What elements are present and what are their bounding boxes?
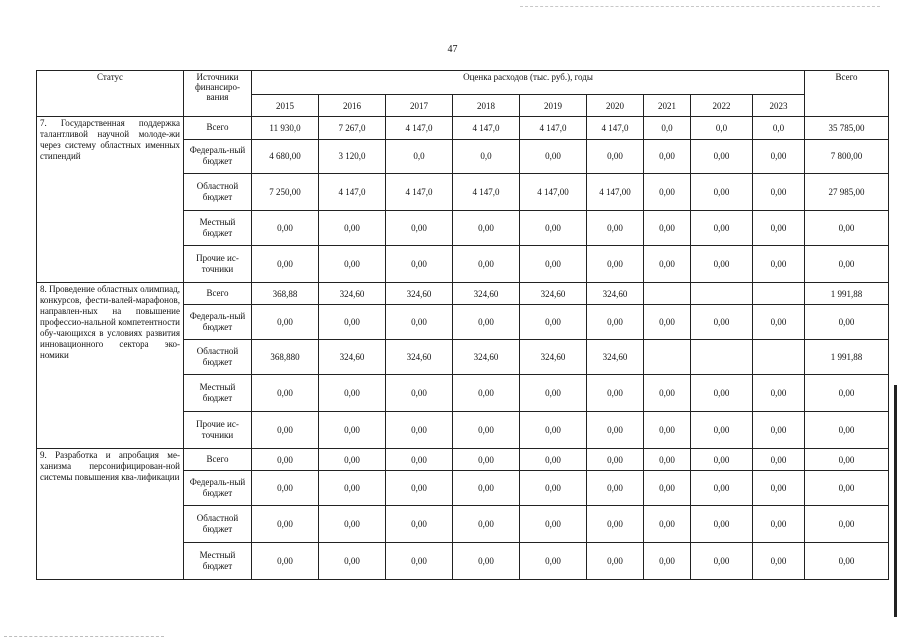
value-cell: 0,00 — [753, 211, 805, 246]
value-cell: 0,00 — [644, 411, 691, 448]
value-cell: 0,00 — [252, 411, 319, 448]
value-cell: 0,00 — [453, 211, 520, 246]
value-cell: 4 147,0 — [587, 117, 644, 140]
status-cell: 7. Государственная поддержка талантливой научной молоде-жи через систему областных именных стипендий — [37, 117, 184, 283]
value-cell: 0,00 — [453, 305, 520, 340]
value-cell: 0,00 — [644, 448, 691, 471]
table-row — [37, 282, 889, 305]
value-cell: 324,60 — [386, 340, 453, 375]
header-year: 2017 — [386, 95, 453, 117]
value-cell: 0,00 — [587, 305, 644, 340]
value-cell: 0,00 — [319, 411, 386, 448]
value-cell: 0,00 — [587, 448, 644, 471]
value-cell: 0,00 — [644, 246, 691, 283]
value-cell: 0,00 — [319, 543, 386, 580]
header-year: 2019 — [520, 95, 587, 117]
value-cell: 0,00 — [319, 471, 386, 506]
value-cell: 0,00 — [252, 543, 319, 580]
value-cell: 0,0 — [386, 139, 453, 174]
header-year: 2021 — [644, 95, 691, 117]
value-cell: 0,00 — [691, 471, 753, 506]
value-cell: 4 147,0 — [453, 117, 520, 140]
value-cell: 0,00 — [691, 448, 753, 471]
value-cell: 0,00 — [319, 211, 386, 246]
value-cell: 0,00 — [520, 543, 587, 580]
table-row — [37, 117, 889, 140]
value-cell: 0,00 — [453, 375, 520, 412]
value-cell — [644, 282, 691, 305]
value-cell: 4 147,00 — [520, 174, 587, 211]
header-year: 2015 — [252, 95, 319, 117]
header-year: 2023 — [753, 95, 805, 117]
value-cell: 0,00 — [520, 471, 587, 506]
status-cell: 9. Разработка и апробация ме-ханизма персонифицирован-ной системы повышения ква-лификации — [37, 448, 184, 579]
value-cell: 0,00 — [252, 506, 319, 543]
value-cell: 0,00 — [753, 448, 805, 471]
source-cell: Областной бюджет — [184, 340, 252, 375]
value-cell: 0,00 — [587, 471, 644, 506]
source-cell: Прочие ис-точники — [184, 246, 252, 283]
value-cell: 0,00 — [691, 411, 753, 448]
value-cell: 7 250,00 — [252, 174, 319, 211]
value-cell: 0,00 — [520, 411, 587, 448]
value-cell: 0,00 — [691, 139, 753, 174]
table-row — [37, 448, 889, 471]
value-cell: 324,60 — [453, 340, 520, 375]
value-cell: 0,00 — [386, 375, 453, 412]
value-cell: 0,00 — [753, 375, 805, 412]
value-cell: 0,00 — [644, 305, 691, 340]
total-cell: 7 800,00 — [805, 139, 889, 174]
page-number: 47 — [447, 44, 458, 55]
value-cell: 0,00 — [252, 471, 319, 506]
value-cell: 4 147,0 — [319, 174, 386, 211]
value-cell: 11 930,0 — [252, 117, 319, 140]
table-body — [37, 117, 889, 580]
value-cell: 0,00 — [753, 506, 805, 543]
value-cell: 0,00 — [386, 506, 453, 543]
value-cell: 0,0 — [753, 117, 805, 140]
value-cell: 0,00 — [644, 211, 691, 246]
header-status: Статус — [37, 71, 184, 117]
value-cell: 0,00 — [520, 139, 587, 174]
value-cell: 368,880 — [252, 340, 319, 375]
budget-table — [36, 70, 889, 580]
source-cell: Прочие ис-точники — [184, 411, 252, 448]
header-year: 2022 — [691, 95, 753, 117]
value-cell: 0,00 — [753, 305, 805, 340]
value-cell: 0,00 — [386, 211, 453, 246]
value-cell: 0,00 — [453, 543, 520, 580]
value-cell: 0,00 — [319, 375, 386, 412]
source-cell: Всего — [184, 117, 252, 140]
total-cell: 0,00 — [805, 448, 889, 471]
value-cell: 0,00 — [691, 375, 753, 412]
total-cell: 0,00 — [805, 375, 889, 412]
value-cell: 0,00 — [644, 506, 691, 543]
value-cell: 0,00 — [453, 506, 520, 543]
value-cell: 0,00 — [753, 411, 805, 448]
value-cell: 324,60 — [587, 282, 644, 305]
status-cell: 8. Проведение областных олимпиад, конкурсов, фести-валей-марафонов, направлен-ных на повышение профессио-нальной компетентности обу-чающихся в условиях развития инновационного сектора эко-номики — [37, 282, 184, 448]
total-cell: 0,00 — [805, 211, 889, 246]
value-cell: 0,00 — [587, 139, 644, 174]
value-cell: 324,60 — [386, 282, 453, 305]
value-cell: 0,00 — [753, 139, 805, 174]
value-cell: 0,00 — [453, 471, 520, 506]
value-cell: 0,00 — [319, 506, 386, 543]
header-year: 2020 — [587, 95, 644, 117]
value-cell — [644, 340, 691, 375]
value-cell: 0,00 — [386, 448, 453, 471]
scan-artifact-bottom — [4, 636, 164, 637]
value-cell: 324,60 — [319, 340, 386, 375]
value-cell: 0,00 — [252, 246, 319, 283]
value-cell: 3 120,0 — [319, 139, 386, 174]
value-cell: 0,00 — [319, 305, 386, 340]
source-cell: Местный бюджет — [184, 543, 252, 580]
value-cell: 0,00 — [520, 305, 587, 340]
value-cell: 0,00 — [587, 246, 644, 283]
source-cell: Областной бюджет — [184, 506, 252, 543]
value-cell: 0,00 — [691, 211, 753, 246]
total-cell: 27 985,00 — [805, 174, 889, 211]
value-cell: 0,00 — [587, 506, 644, 543]
total-cell: 1 991,88 — [805, 340, 889, 375]
value-cell: 0,00 — [587, 543, 644, 580]
value-cell: 324,60 — [587, 340, 644, 375]
value-cell: 0,00 — [520, 506, 587, 543]
value-cell: 0,00 — [252, 305, 319, 340]
value-cell: 0,00 — [520, 375, 587, 412]
value-cell: 7 267,0 — [319, 117, 386, 140]
total-cell: 0,00 — [805, 471, 889, 506]
value-cell: 0,00 — [644, 543, 691, 580]
value-cell: 0,00 — [319, 246, 386, 283]
value-cell — [753, 340, 805, 375]
value-cell: 0,00 — [644, 375, 691, 412]
value-cell: 324,60 — [319, 282, 386, 305]
source-cell: Всего — [184, 448, 252, 471]
value-cell: 0,00 — [520, 211, 587, 246]
total-cell: 35 785,00 — [805, 117, 889, 140]
value-cell: 0,00 — [252, 375, 319, 412]
value-cell: 0,00 — [386, 543, 453, 580]
value-cell: 0,00 — [691, 305, 753, 340]
value-cell: 324,60 — [453, 282, 520, 305]
value-cell: 0,00 — [753, 471, 805, 506]
value-cell: 0,00 — [753, 174, 805, 211]
value-cell: 0,00 — [753, 246, 805, 283]
total-cell: 0,00 — [805, 246, 889, 283]
value-cell: 0,00 — [386, 305, 453, 340]
value-cell: 324,60 — [520, 340, 587, 375]
value-cell: 0,00 — [691, 174, 753, 211]
value-cell: 0,0 — [691, 117, 753, 140]
header-row — [37, 71, 889, 95]
value-cell: 0,00 — [386, 246, 453, 283]
value-cell: 4 147,00 — [587, 174, 644, 211]
value-cell: 0,00 — [691, 543, 753, 580]
value-cell: 368,88 — [252, 282, 319, 305]
scan-edge-bar — [894, 385, 897, 617]
value-cell: 0,00 — [644, 471, 691, 506]
value-cell: 0,00 — [386, 471, 453, 506]
value-cell: 4 147,0 — [386, 117, 453, 140]
source-cell: Местный бюджет — [184, 375, 252, 412]
value-cell: 0,00 — [691, 246, 753, 283]
value-cell: 0,0 — [644, 117, 691, 140]
value-cell: 4 680,00 — [252, 139, 319, 174]
value-cell: 0,00 — [753, 543, 805, 580]
value-cell: 0,00 — [587, 411, 644, 448]
value-cell: 0,00 — [644, 174, 691, 211]
header-source: Источники финансиро-вания — [184, 71, 252, 117]
scan-artifact-top — [520, 6, 880, 7]
value-cell — [691, 340, 753, 375]
header-year: 2018 — [453, 95, 520, 117]
source-cell: Федераль-ный бюджет — [184, 305, 252, 340]
value-cell: 4 147,0 — [453, 174, 520, 211]
value-cell: 0,00 — [520, 448, 587, 471]
source-cell: Федераль-ный бюджет — [184, 139, 252, 174]
source-cell: Местный бюджет — [184, 211, 252, 246]
source-cell: Всего — [184, 282, 252, 305]
total-cell: 1 991,88 — [805, 282, 889, 305]
value-cell — [753, 282, 805, 305]
source-cell: Федераль-ный бюджет — [184, 471, 252, 506]
value-cell: 0,00 — [252, 448, 319, 471]
value-cell: 0,00 — [691, 506, 753, 543]
total-cell: 0,00 — [805, 506, 889, 543]
total-cell: 0,00 — [805, 543, 889, 580]
value-cell: 0,00 — [453, 448, 520, 471]
value-cell: 0,0 — [453, 139, 520, 174]
value-cell: 4 147,0 — [386, 174, 453, 211]
value-cell: 0,00 — [453, 246, 520, 283]
value-cell: 0,00 — [319, 448, 386, 471]
value-cell: 324,60 — [520, 282, 587, 305]
value-cell: 0,00 — [587, 375, 644, 412]
value-cell: 0,00 — [252, 211, 319, 246]
value-cell: 0,00 — [386, 411, 453, 448]
value-cell: 4 147,0 — [520, 117, 587, 140]
value-cell: 0,00 — [520, 246, 587, 283]
source-cell: Областной бюджет — [184, 174, 252, 211]
total-cell: 0,00 — [805, 411, 889, 448]
header-total: Всего — [805, 71, 889, 117]
header-estimate: Оценка расходов (тыс. руб.), годы — [252, 71, 805, 95]
header-year: 2016 — [319, 95, 386, 117]
total-cell: 0,00 — [805, 305, 889, 340]
table-header — [37, 71, 889, 117]
value-cell — [691, 282, 753, 305]
value-cell: 0,00 — [587, 211, 644, 246]
value-cell: 0,00 — [644, 139, 691, 174]
value-cell: 0,00 — [453, 411, 520, 448]
